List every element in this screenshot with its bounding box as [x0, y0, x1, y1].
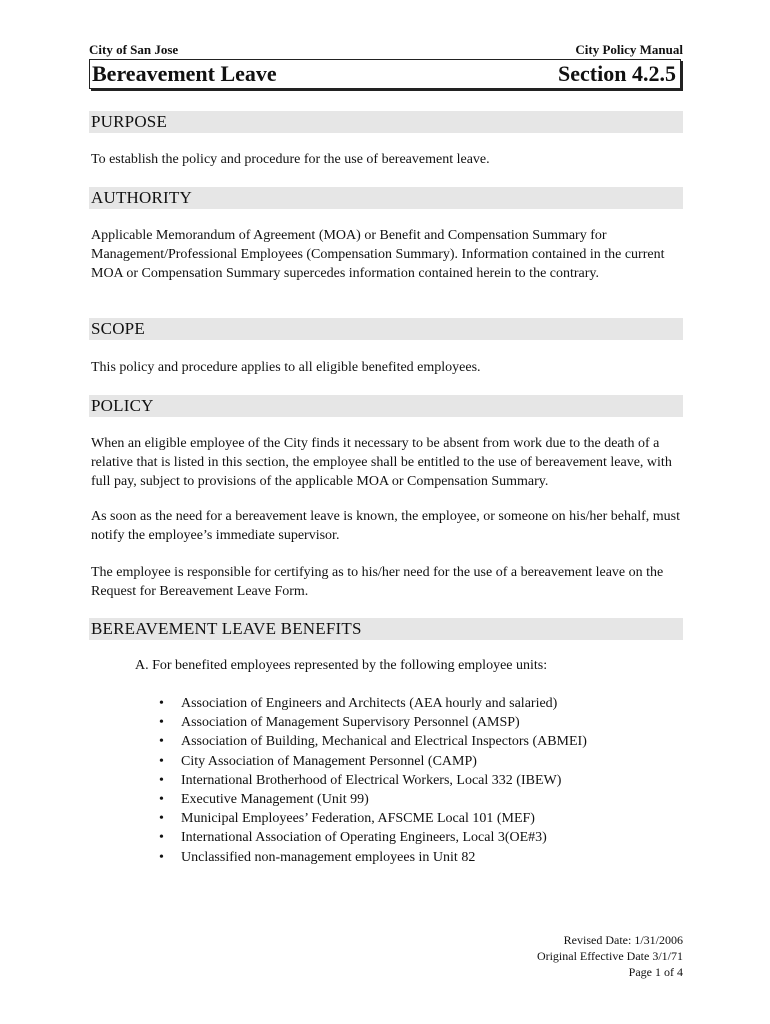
scope-heading: SCOPE [89, 318, 683, 340]
manual-name: City Policy Manual [575, 42, 683, 57]
list-item: • International Association of Operating Engineers, Local 3(OE#3) [159, 828, 587, 847]
scope-text: This policy and procedure applies to all eligible benefited employees. [91, 360, 481, 375]
effective-date: Original Effective Date 3/1/71 [536, 949, 683, 963]
list-item: • Association of Engineers and Architects (AEA hourly and salaried) [159, 694, 587, 713]
policy-paragraph: When an eligible employee of the City finds it necessary to be absent from work due to the death of a relative that is listed in this section, the employee shall be entitled to the use of bereavement leave, with full pay, subject to provisions of the applicable MOA or Compensation Summary. [91, 436, 672, 489]
employee-units-list [159, 694, 587, 867]
page-number: Page 1 of 4 [628, 965, 683, 979]
page-footer [537, 932, 683, 980]
policy-paragraph: As soon as the need for a bereavement leave is known, the employee, or someone on his/her behalf, must notify the employee’s immediate supervisor. [91, 509, 680, 543]
policy-paragraph: The employee is responsible for certifying as to his/her need for the use of a bereavement leave on the Request for Bereavement Leave Form. [91, 565, 664, 599]
document-title: Bereavement Leave [92, 61, 277, 86]
purpose-heading: PURPOSE [89, 111, 683, 133]
policy-heading: POLICY [89, 395, 683, 417]
title-box [89, 59, 681, 89]
revised-date: Revised Date: 1/31/2006 [563, 933, 683, 947]
purpose-text: To establish the policy and procedure for the use of bereavement leave. [91, 152, 490, 167]
benefits-heading: BEREAVEMENT LEAVE BENEFITS [89, 618, 683, 640]
list-item: • City Association of Management Personnel (CAMP) [159, 752, 587, 771]
benefits-item-a: A. For benefited employees represented by the following employee units: [135, 658, 548, 673]
list-item: • Executive Management (Unit 99) [159, 790, 587, 809]
organization-name: City of San Jose [89, 42, 179, 57]
list-item: • Municipal Employees’ Federation, AFSCME Local 101 (MEF) [159, 809, 587, 828]
authority-heading: AUTHORITY [89, 187, 683, 209]
authority-text: Applicable Memorandum of Agreement (MOA) or Benefit and Compensation Summary for Management/Professional Employees (Compensation Summary). Information contained in the current MOA or Compensation Summary supercedes information contained herein to the contrary. [91, 228, 665, 281]
running-header [89, 42, 683, 58]
list-item: • Association of Building, Mechanical and Electrical Inspectors (ABMEI) [159, 732, 587, 751]
list-item: • International Brotherhood of Electrical Workers, Local 332 (IBEW) [159, 771, 587, 790]
list-item: • Association of Management Supervisory Personnel (AMSP) [159, 713, 587, 732]
list-item: • Unclassified non-management employees in Unit 82 [159, 848, 587, 867]
section-number: Section 4.2.5 [558, 61, 676, 86]
